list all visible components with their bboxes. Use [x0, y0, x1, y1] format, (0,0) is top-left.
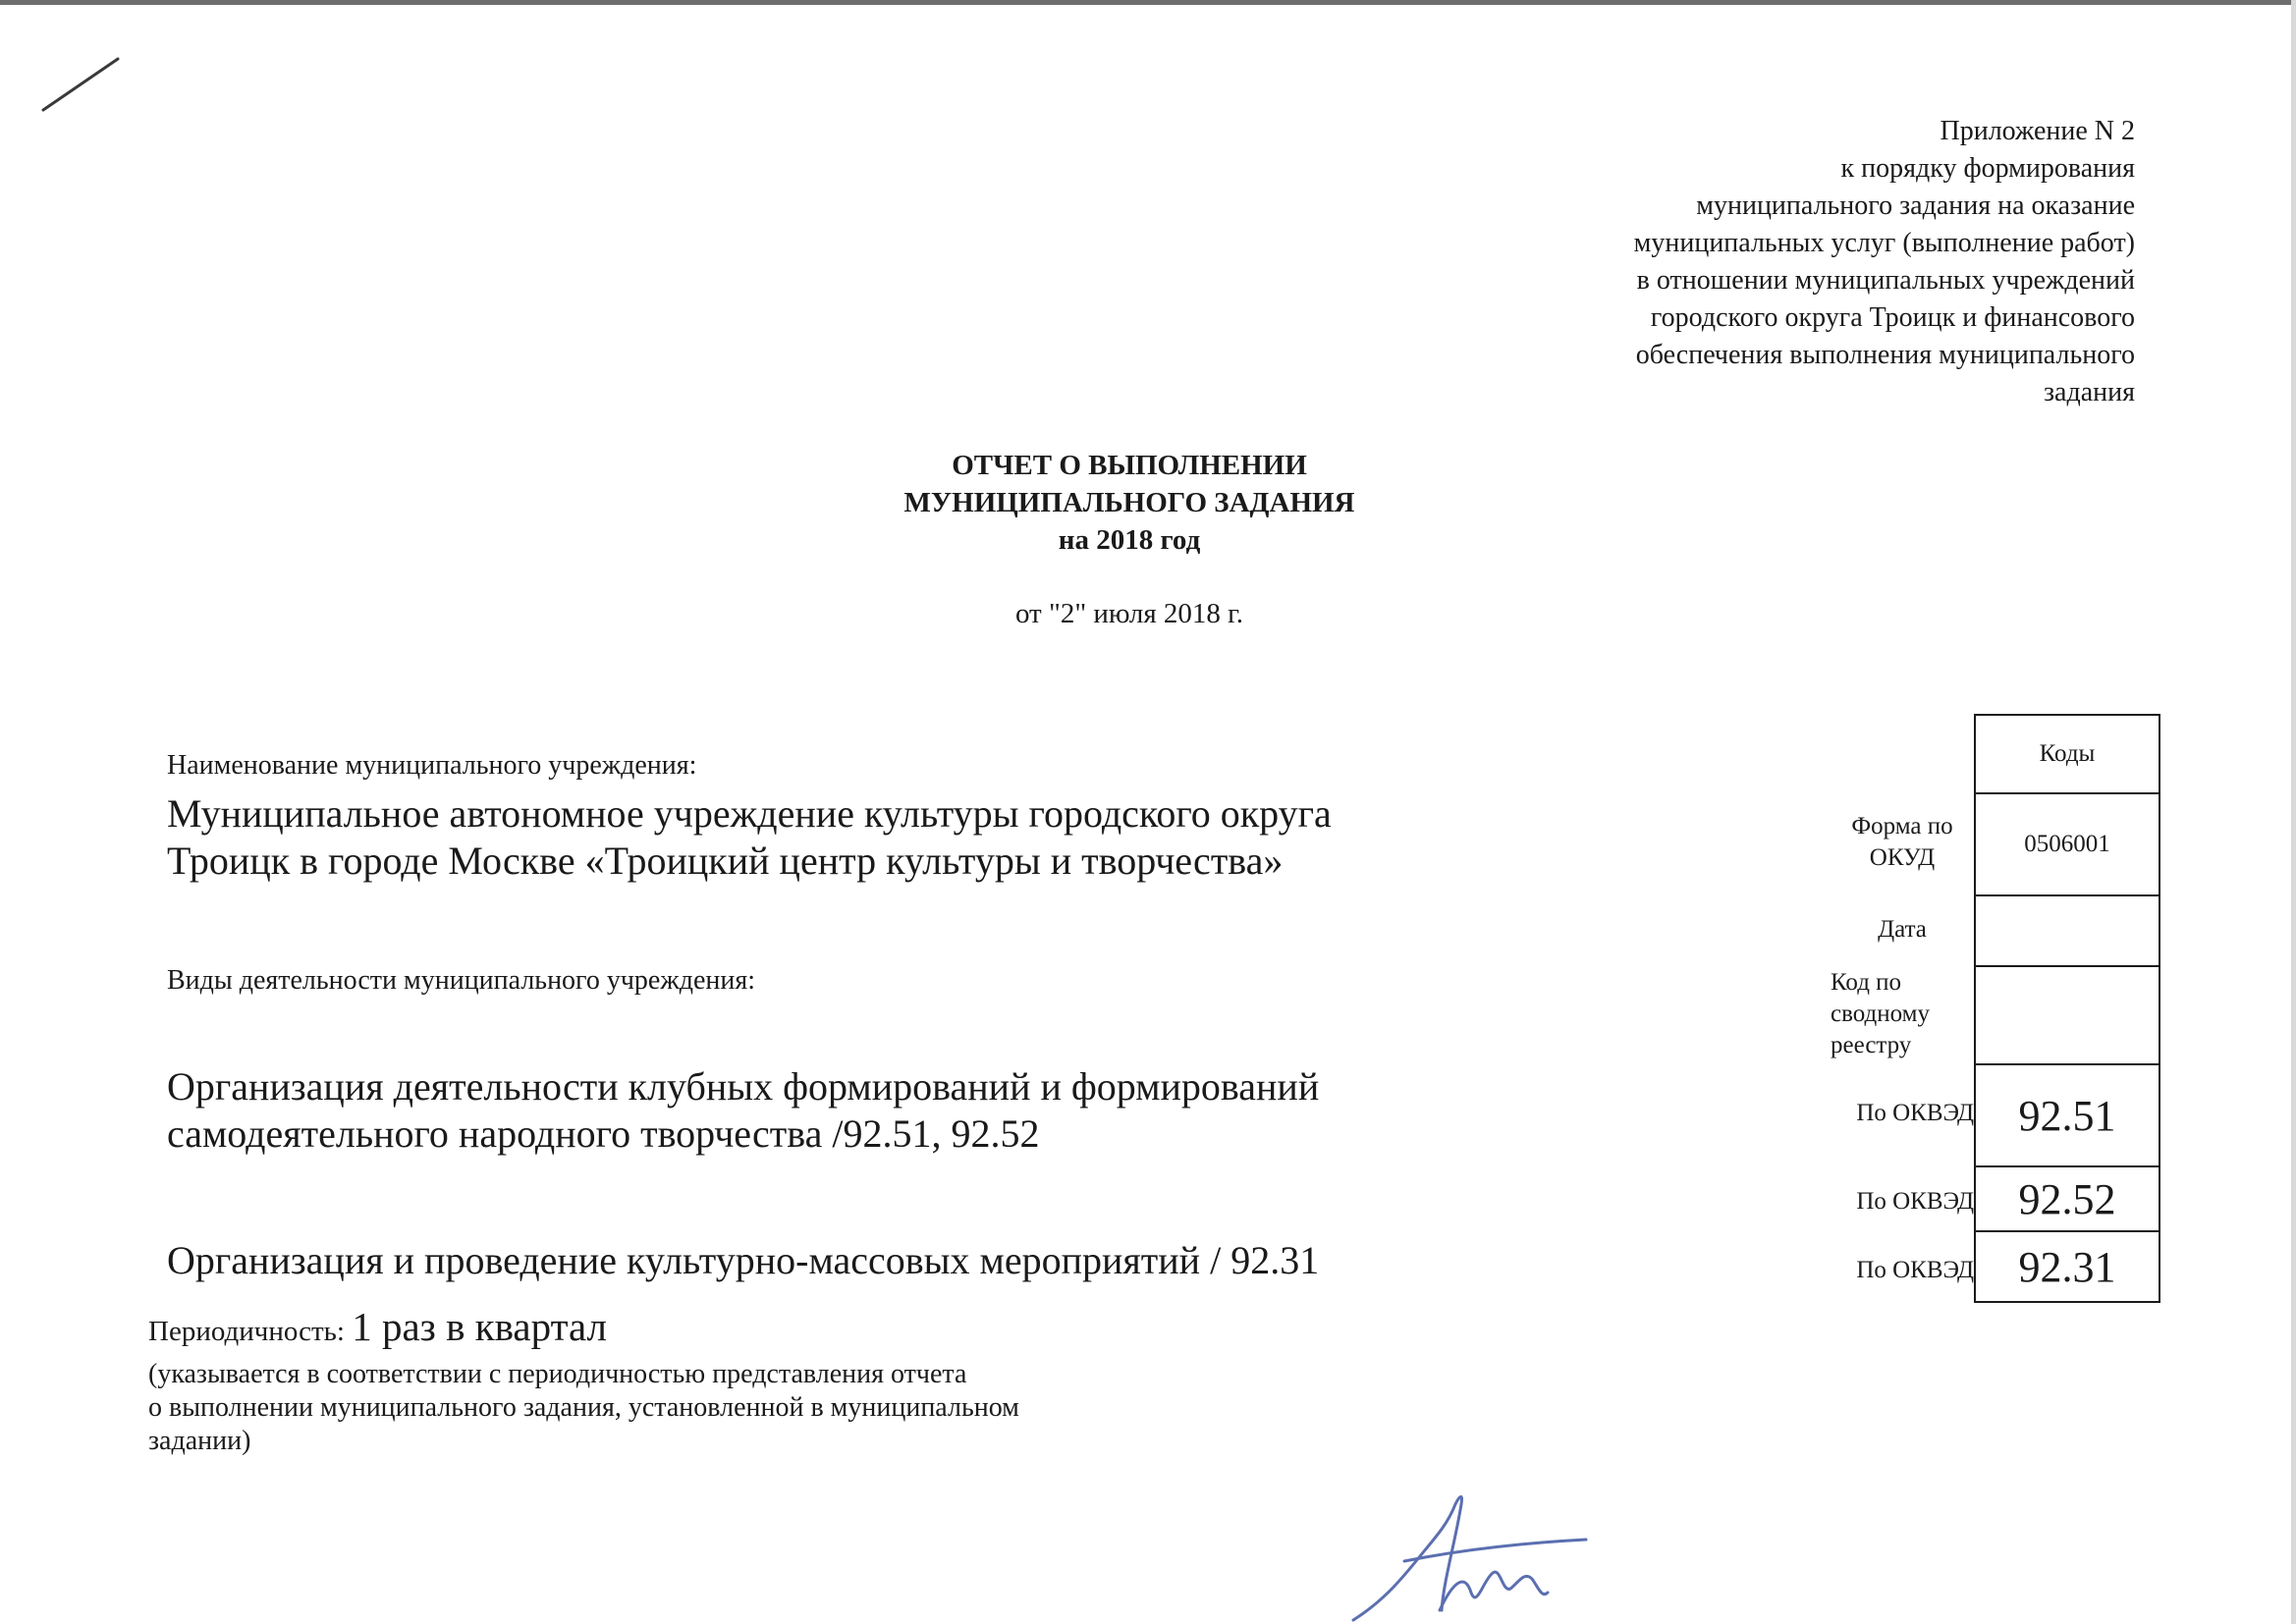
- appendix-line: городского округа Троицк и финансового: [1650, 302, 2135, 333]
- appendix-line: к порядку формирования: [1840, 153, 2135, 184]
- okved-value-cell-3: 92.31: [1974, 1230, 2160, 1303]
- okud-value-cell: 0506001: [1974, 792, 2160, 896]
- appendix-line: задания: [2043, 377, 2135, 407]
- codes-table: [1974, 714, 2160, 1303]
- registry-label-line2: сводному: [1831, 1001, 1930, 1027]
- periodicity: [148, 1303, 607, 1350]
- periodicity-note: [148, 1358, 1019, 1458]
- scan-top-edge: [0, 0, 2296, 5]
- okud-label: [1829, 811, 1976, 874]
- report-title-line1: ОТЧЕТ О ВЫПОЛНЕНИИ: [952, 450, 1307, 481]
- periodicity-label: Периодичность:: [148, 1316, 345, 1347]
- periodicity-value: 1 раз в квартал: [352, 1304, 608, 1349]
- activity-item-1-line2: самодеятельного народного творчества /92.51, 92.52: [167, 1111, 1040, 1156]
- okud-label-line1: Форма по: [1851, 813, 1953, 839]
- date-value-cell: [1974, 894, 2160, 967]
- institution-label: Наименование муниципального учреждения:: [167, 750, 697, 781]
- institution-name: [167, 790, 1332, 885]
- registry-label-line1: Код по: [1831, 969, 1902, 996]
- report-date: от "2" июля 2018 г.: [1014, 598, 1244, 629]
- corner-pen-mark: [37, 49, 136, 128]
- scan-right-edge: [2291, 0, 2296, 1624]
- registry-label: [1831, 967, 1958, 1061]
- appendix-line: муниципальных услуг (выполнение работ): [1633, 228, 2135, 258]
- activity-item-2: Организация и проведение культурно-массовых мероприятий / 92.31: [167, 1238, 1320, 1282]
- date-label: Дата: [1878, 916, 1927, 943]
- appendix-line: муниципального задания на оказание: [1696, 190, 2135, 221]
- periodicity-note-line: о выполнении муниципального задания, установленной в муниципальном: [148, 1392, 1019, 1423]
- okved-label-2: По ОКВЭД: [1856, 1188, 1974, 1215]
- appendix-line: в отношении муниципальных учреждений: [1636, 265, 2135, 296]
- periodicity-note-line: (указывается в соответствии с периодичностью представления отчета: [148, 1359, 967, 1389]
- periodicity-note-line: задании): [148, 1426, 251, 1456]
- codes-header-cell: Коды: [1974, 714, 2160, 794]
- institution-name-line1: Муниципальное автономное учреждение культуры городского округа: [167, 791, 1332, 836]
- activities-label: Виды деятельности муниципального учреждения:: [167, 965, 755, 996]
- report-title-line3: на 2018 год: [1058, 524, 1201, 556]
- okved-label-3: По ОКВЭД: [1856, 1257, 1974, 1283]
- report-title: [687, 447, 1571, 559]
- activity-item-1-line1: Организация деятельности клубных формирований и формирований: [167, 1064, 1320, 1109]
- appendix-line: Приложение N 2: [1940, 116, 2135, 146]
- activity-item-1: [167, 1063, 1319, 1158]
- okud-label-line2: ОКУД: [1869, 844, 1936, 871]
- registry-value-cell: [1974, 965, 2160, 1065]
- appendix-line: обеспечения выполнения муниципального: [1635, 340, 2135, 370]
- registry-label-line3: реестру: [1831, 1032, 1912, 1058]
- appendix-header: [1448, 113, 2135, 411]
- report-title-line2: МУНИЦИПАЛЬНОГО ЗАДАНИЯ: [903, 487, 1355, 518]
- okved-value-cell-2: 92.52: [1974, 1165, 2160, 1232]
- okved-label-1: По ОКВЭД: [1856, 1100, 1974, 1126]
- handwritten-signature: [1345, 1483, 1601, 1624]
- okved-value-cell-1: 92.51: [1974, 1063, 2160, 1167]
- institution-name-line2: Троицк в городе Москве «Троицкий центр культуры и творчества»: [167, 839, 1284, 883]
